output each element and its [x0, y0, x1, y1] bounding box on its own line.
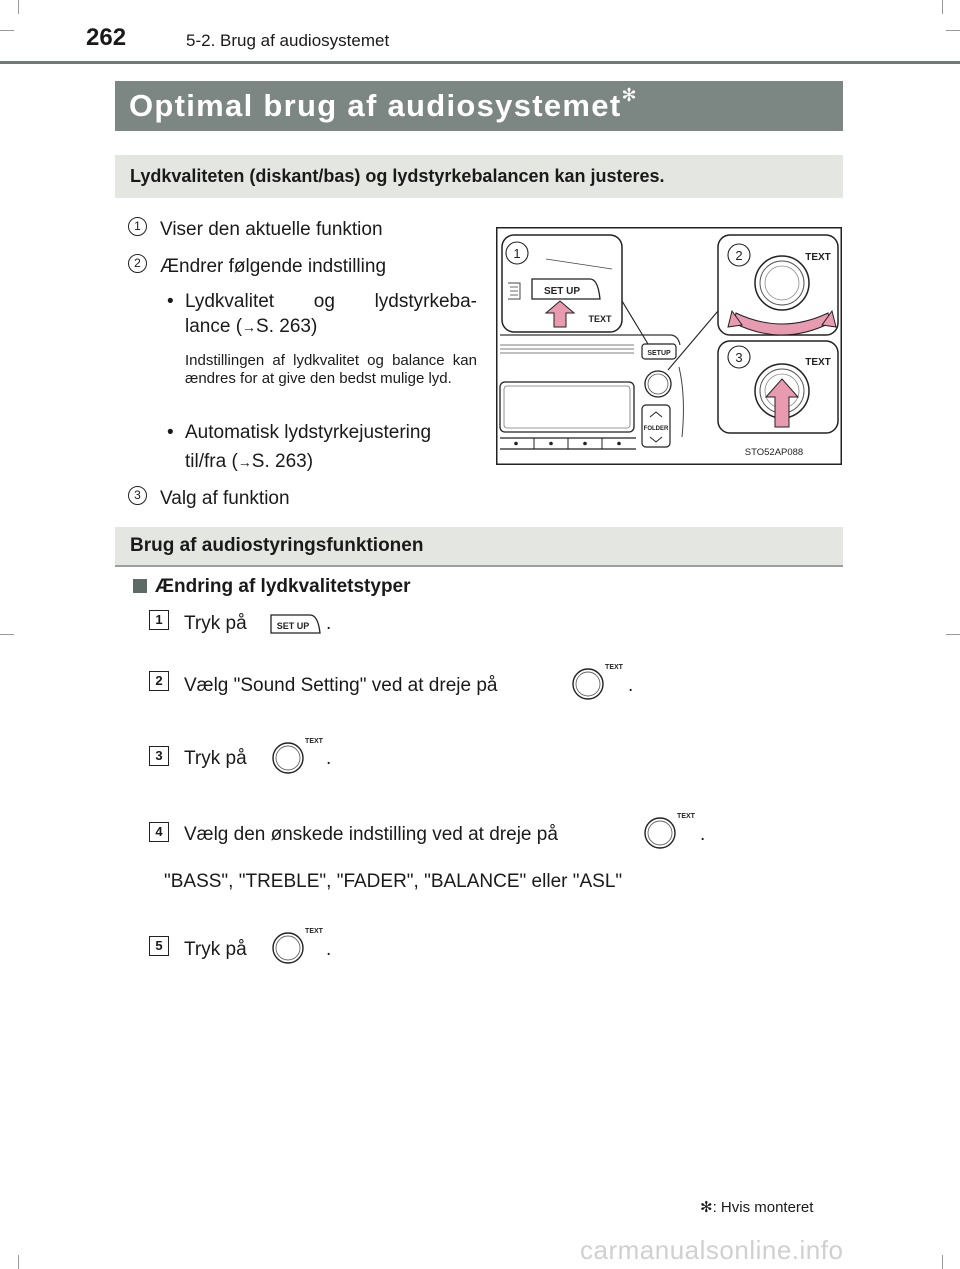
sub-heading-text: Ændring af lydkvalitetstyper: [155, 576, 411, 597]
step-number-badge: 4: [149, 822, 169, 842]
step-end: .: [628, 675, 634, 696]
audio-panel-illustration: [496, 227, 842, 465]
intro-summary: [115, 155, 843, 198]
step-instruction: Tryk på: [184, 939, 247, 960]
crop-mark: [18, 1255, 19, 1269]
step-instruction: Tryk på: [184, 748, 247, 769]
crop-mark: [942, 1255, 943, 1269]
page-ref-arrow-icon: →: [237, 454, 252, 470]
step-number-badge: 2: [149, 671, 169, 691]
header-divider: [0, 61, 960, 64]
knob-label: TEXT: [677, 813, 695, 820]
callout-number: 3: [735, 350, 743, 365]
crop-mark: [942, 0, 943, 14]
page-ref: S. 263): [251, 451, 314, 472]
knob-label: TEXT: [588, 314, 612, 324]
crop-mark: [0, 30, 14, 31]
step-number-badge: 3: [149, 746, 169, 766]
item-number-badge: 2: [128, 254, 147, 273]
crop-mark: [946, 30, 960, 31]
sub-heading: [133, 576, 411, 598]
item-text: Viser den aktuelle funktion: [160, 219, 383, 240]
knob-label: TEXT: [805, 252, 831, 263]
bullet-line: Automatisk lydstyrkejustering: [185, 422, 432, 443]
bullet-line: Lydkvalitet og lydstyrkeba-: [185, 291, 477, 312]
press-knob-inset: [718, 341, 838, 433]
bullet-marker: •: [167, 422, 174, 443]
step-end: .: [326, 748, 332, 769]
page-ref-arrow-icon: →: [242, 319, 257, 335]
optional-equipment-star: ✻: [621, 85, 637, 105]
setup-icon-label: SET UP: [276, 621, 310, 631]
step-text: [184, 613, 247, 635]
step-number-badge: 1: [149, 610, 169, 630]
footnote: ✻: Hvis monteret: [700, 1199, 814, 1216]
step-text: [184, 824, 558, 846]
item-text: Valg af funktion: [160, 488, 290, 509]
section-breadcrumb: 5-2. Brug af audiosystemet: [186, 31, 390, 50]
knob-label: TEXT: [805, 357, 831, 368]
setup-label: SET UP: [543, 286, 581, 297]
page-title: Optimal brug af audiosystemet: [129, 88, 622, 123]
tune-knob-icon: [266, 924, 326, 964]
tune-knob-icon: [566, 660, 626, 700]
crop-mark: [0, 634, 14, 635]
step-instruction: Vælg den ønskede indstilling ved at dreje på: [184, 824, 558, 845]
step-text: [184, 675, 497, 697]
item-number-badge: 1: [128, 217, 147, 236]
rotate-knob-inset: [718, 235, 838, 335]
step-end: .: [326, 613, 332, 634]
options-list: "BASS", "TREBLE", "FADER", "BALANCE" eller "ASL": [164, 871, 623, 892]
step-end: .: [326, 939, 332, 960]
setup-small-label: SETUP: [647, 350, 671, 357]
step-end: .: [700, 824, 706, 845]
step-text: [184, 939, 247, 961]
watermark: carmanualsonline.info: [580, 1235, 844, 1265]
step-instruction: Tryk på: [184, 613, 247, 634]
bullet-line-cont: [185, 451, 313, 473]
bullet-text: lance (: [185, 316, 243, 337]
crop-mark: [18, 0, 19, 14]
section-heading-bar: [115, 527, 843, 567]
page-number: 262: [86, 24, 127, 51]
knob-label: TEXT: [305, 738, 323, 745]
tune-knob-icon: [638, 809, 698, 849]
step-text: [184, 748, 247, 770]
page-title-bar: [115, 81, 843, 131]
page-ref: S. 263): [256, 316, 318, 337]
square-bullet-icon: [133, 579, 147, 593]
item-number-badge: 3: [128, 486, 147, 505]
step-number-badge: 5: [149, 936, 169, 956]
setup-button-icon: [268, 611, 324, 637]
knob-label: TEXT: [605, 664, 623, 671]
callout-number: 1: [513, 246, 521, 261]
setup-button-inset: [502, 235, 622, 332]
note-text: Indstillingen af lydkvalitet og balance kan ændres for at give den bedst mulige lyd.: [185, 352, 477, 387]
tune-knob-icon: [266, 734, 326, 774]
step-instruction: Vælg "Sound Setting" ved at dreje på: [184, 675, 498, 696]
callout-number: 2: [735, 248, 743, 263]
section-heading: Brug af audiostyringsfunktionen: [130, 535, 424, 556]
illustration-code: STO52AP088: [744, 447, 804, 458]
folder-label: FOLDER: [643, 426, 669, 432]
bullet-text: til/fra (: [185, 451, 238, 472]
bullet-line-cont: [185, 316, 317, 338]
bullet-marker: •: [167, 291, 174, 312]
crop-mark: [946, 634, 960, 635]
knob-label: TEXT: [305, 928, 323, 935]
intro-text: Lydkvaliteten (diskant/bas) og lydstyrkebalancen kan justeres.: [130, 166, 665, 186]
item-text: Ændrer følgende indstilling: [160, 256, 387, 277]
